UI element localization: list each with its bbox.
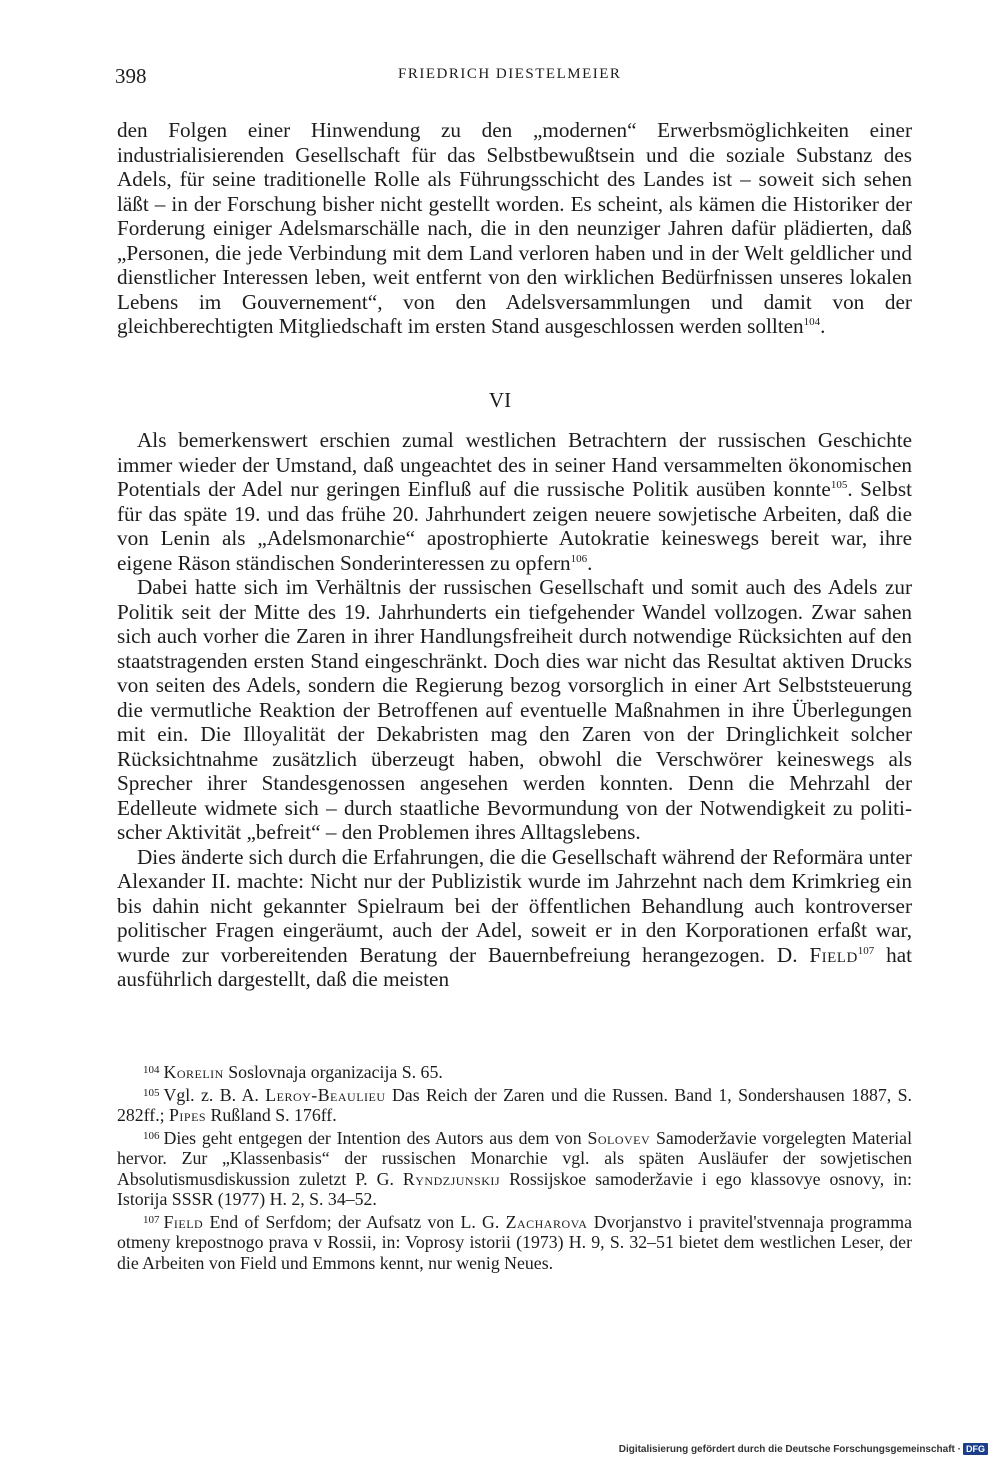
running-head: FRIEDRICH DIESTELMEIER [398,66,622,82]
footnote-reference[interactable]: 104 [803,316,821,328]
footnote-105: $^{105}$ Vgl. z. B. A. Leroy-Beaulieu Das Reich der Zaren und die Russen. Band 1, Sondershausen 1887, S. 282ff.; Pipes Rußland S. 176ff. [117,1084,912,1125]
paragraph: Als bemerkenswert erschien zumal westlichen Betrachtern der russischen Geschichte immer wieder der Umstand, daß ungeachtet des in seiner Hand versammelten ökonomischen Potentials der Adel nur geringen Einfluß auf die russische Politik ausüben konnte$^{105}$. Selbst für das späte 19. und das frühe 20. Jahrhundert zeigen neuere sowjetische Arbeiten, daß die von Lenin als „Adelsmonarchie“ apostrophierte Autokratie keineswegs bereit war, ihre eigene Räson ständischen Sonderinteressen zu opfern$^{106}$. [117,428,912,575]
paragraph: Dabei hatte sich im Verhältnis der russischen Gesellschaft und somit auch des Adels zur Politik seit der Mitte des 19. Jahrhunderts ein tiefgehender Wandel vollzogen. Zwar sahen sich auch vorher die Zaren in ihrer Handlungsfreiheit durch notwendige Rücksichten auf den staatstragenden ersten Stand eingeschränkt. Doch dies war nicht das Resultat aktiven Drucks von seiten des Adels, sondern die Regierung bezog vorsorglich in einer Art Selbststeuerung die vermutliche Reaktion der Betroffenen auf eventuelle Maßnahmen in ihre Überlegungen mit ein. Die Illoyalität der Dekabristen mag den Zaren von der Dringlichkeit solcher Rücksichtnahme zusätzlich überzeugt haben, obwohl die Verschwörer keineswegs als Sprecher ihrer Standesgenossen angesehen werden konnten. Denn die Mehrzahl der Edelleute widmete sich – durch staatliche Bevormundung von der Notwendigkeit zu politischer Aktivität „befreit“ – den Problemen ihres Alltagslebens. [117,575,912,844]
dfg-credit [619,1443,988,1455]
footnote-reference[interactable]: 106 [570,552,588,565]
footnotes [117,1060,912,1273]
author-name: Field [809,942,858,967]
dfg-logo: DFG [963,1443,988,1455]
page-number: 398 [115,64,147,88]
paragraph-text: den Folgen einer Hinwendung zu den „modernen“ Erwerbsmöglichkeiten einer industrialisierenden Gesellschaft für das Selbstbewußtsein und die soziale Substanz des Adels, für seine traditionelle Rolle als Führungsschicht des Landes ist – soweit sich sehen läßt – in der Forschung bisher nicht gestellt worden. Es scheint, als kämen die Historiker der Forderung einiger Adelsmarschälle nach, die in den neunziger Jahren dafür plädierten, daß „Personen, die jede Verbindung mit dem Land verloren haben und in der Welt geldlicher und dienstlicher Interessen leben, weit entfernt von den wirklichen Bedürfnissen unseres lokalen Lebens im Gouvernement“, von den Adelsversammlungen und damit von der gleichberechtigten Mitgliedschaft im ersten Stand ausgeschlossen werden sollten [117,118,912,338]
section-body [117,428,912,992]
footnote-reference[interactable]: 105 [830,479,848,491]
footnote-107: $^{107}$ Field End of Serfdom; der Aufsatz von L. G. Zacharova Dvorjanstvo i pravitel'stvennaja programma otmeny krepostnogo prava v Rossii, in: Voprosy istorii (1973) H. 9, S. 32–51 bietet dem westlichen Leser, der die Arbeiten von Field und Emmons kennt, nur wenig Neues. [117,1211,912,1273]
section-heading: VI [488,388,512,412]
paragraph: Dies änderte sich durch die Erfahrungen, die die Gesellschaft während der Reformära unter Alexander II. machte: Nicht nur der Publizistik wurde im Jahrzehnt nach dem Krimkrieg ein bis dahin nicht gekannter Spielraum bei der öffentlichen Behandlung auch kontroverser politischer Fragen eingeräumt, auch der Adel, soweit er in den Korporationen erfaßt war, wurde zur vorbereitenden Beratung der Bauernbefreiung herangezogen. D. Field$^{107}$ hat ausführlich dargestellt, daß die meisten [117,844,912,991]
footnote-106: $^{106}$ Dies geht entgegen der Intention des Autors aus dem von Solovev Samoderžavie vorgelegten Material hervor. Zur „Klassenbasis“ der russischen Monarchie vgl. als späten Ausläufer der sowjetischen Absolutismusdiskussion zuletzt P. G. Ryndzjunskij Rossijskoe samoderžavie i ego klassovye osnovy, in: Istorija SSSR (1977) H. 2, S. 34–52. [117,1127,913,1209]
dfg-credit-text: Digitalisierung gefördert durch die Deutsche Forschungsgemeinschaft · [618,1443,961,1455]
paragraph-continuation: den Folgen einer Hinwendung zu den „modernen“ Erwerbsmöglichkeiten einer industrialisierenden Gesellschaft für das Selbstbewußtsein und die soziale Substanz des Adels, für seine traditionelle Rolle als Führungsschicht des Landes ist – soweit sich sehen läßt – in der Forschung bisher nicht gestellt worden. Es scheint, als kämen die Historiker der Forderung einiger Adelsmarschälle nach, die in den neunziger Jahren dafür plädierten, daß „Personen, die jede Verbindung mit dem Land verloren haben und in der Welt geldlicher und dienstlicher Interessen leben, weit entfernt von den wirklichen Bedürfnissen unseres lokalen Lebens im Gouvernement“, von den Adelsversammlungen und damit von der gleichberechtigten Mitgliedschaft im ersten Stand ausgeschlossen werden sollten$^{104}$. [117,118,912,338]
footnote-104: $^{104}$ Korelin Soslovnaja organizacija S. 65. [143,1062,443,1082]
footnote-reference[interactable]: 107 [857,944,875,957]
